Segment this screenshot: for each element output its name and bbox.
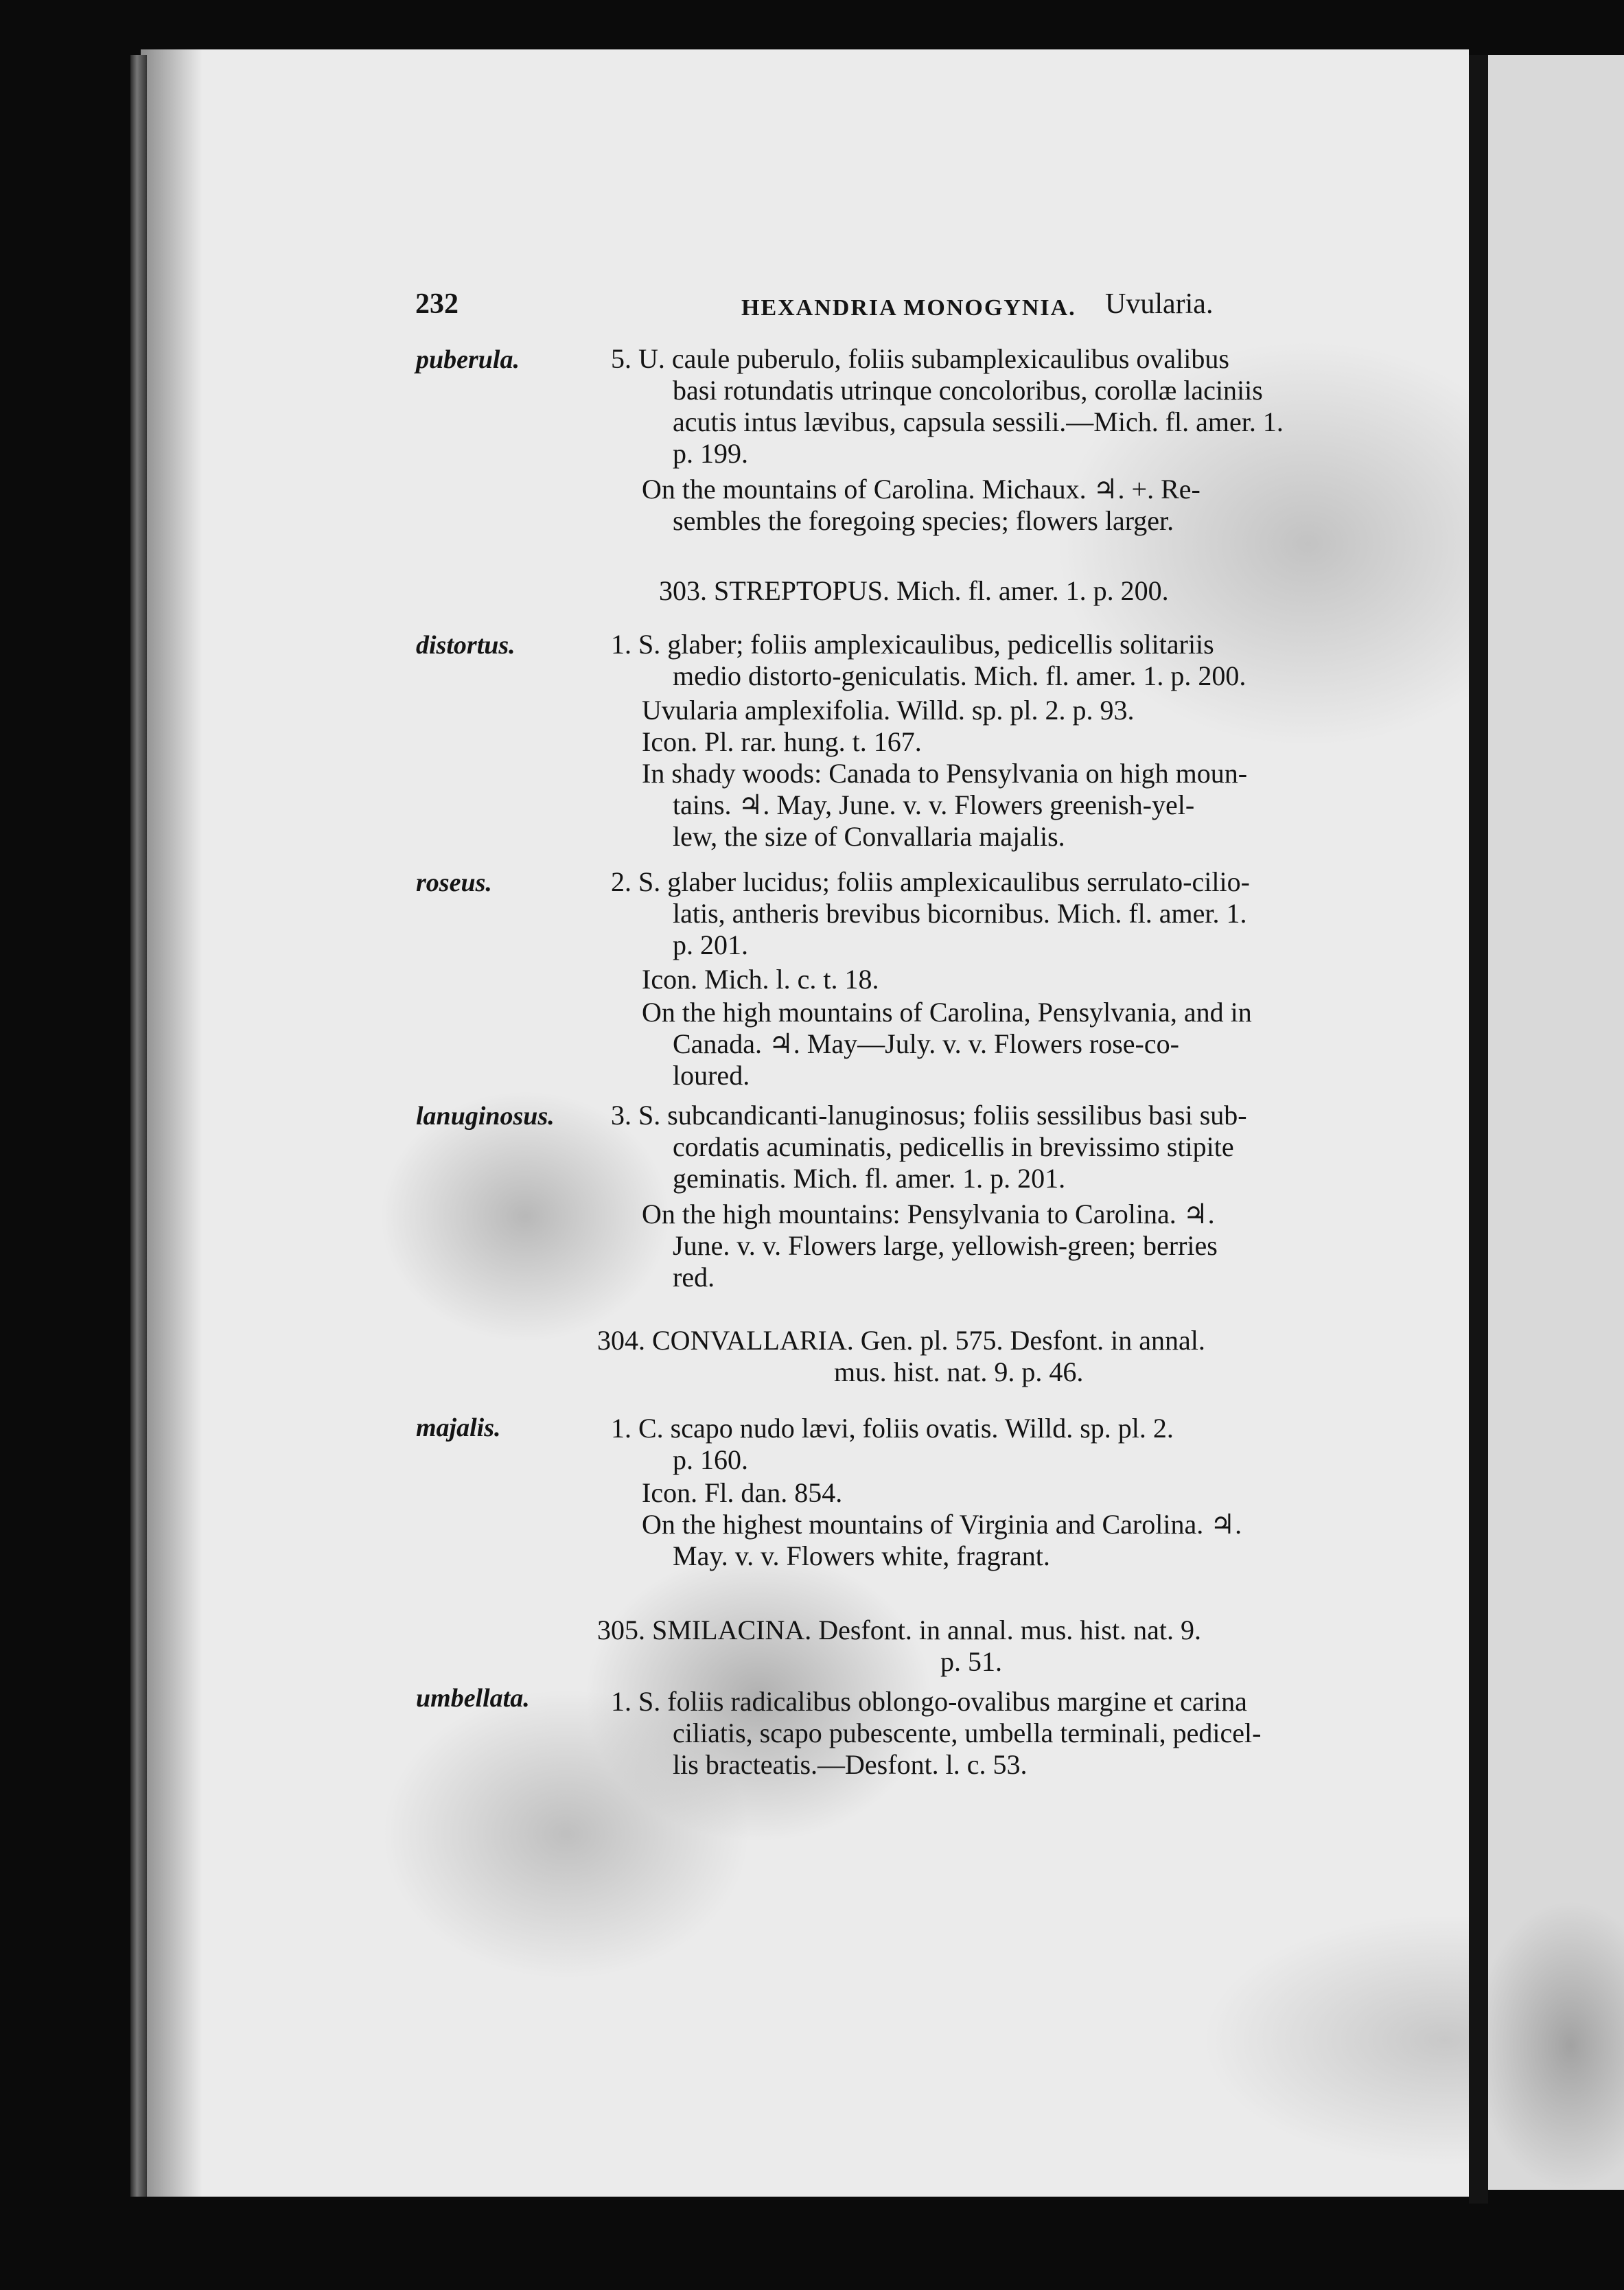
genus-heading-streptopus: 303. STREPTOPUS. Mich. fl. amer. 1. p. 200. (659, 575, 1169, 606)
text-line: p. 199. (673, 438, 748, 469)
text-line: p. 201. (673, 929, 748, 960)
margin-name-majalis: majalis. (416, 1413, 501, 1442)
margin-name-lanuginosus: lanuginosus. (416, 1102, 555, 1131)
text-line: lew, the size of Convallaria majalis. (673, 821, 1065, 852)
text-line: medio distorto-geniculatis. Mich. fl. amer. 1. p. 200. (673, 660, 1246, 691)
text-line: latis, antheris brevibus bicornibus. Mich. fl. amer. 1. (673, 898, 1247, 929)
text-line: cordatis acuminatis, pedicellis in brevissimo stipite (673, 1131, 1234, 1162)
text-line: basi rotundatis utrinque concoloribus, corollæ laciniis (673, 375, 1263, 406)
text-line: On the high mountains of Carolina, Pensylvania, and in (642, 997, 1252, 1028)
text-line: 2. S. glaber lucidus; foliis amplexicaulibus serrulato-cilio- (611, 866, 1250, 897)
margin-name-roseus: roseus. (416, 868, 492, 897)
text-line: 3. S. subcandicanti-lanuginosus; foliis sessilibus basi sub- (611, 1100, 1247, 1131)
text-line: Icon. Mich. l. c. t. 18. (642, 964, 879, 995)
text-line: tains. ♃. May, June. v. v. Flowers greenish-yel- (673, 789, 1195, 820)
text-line: ciliatis, scapo pubescente, umbella terminali, pedicel- (673, 1717, 1262, 1748)
genus-heading-convallaria-cont: mus. hist. nat. 9. p. 46. (834, 1356, 1084, 1387)
text-line: 1. S. glaber; foliis amplexicaulibus, pedicellis solitariis (611, 629, 1214, 660)
text-line: In shady woods: Canada to Pensylvania on high moun- (642, 758, 1248, 789)
text-line: Icon. Pl. rar. hung. t. 167. (642, 726, 922, 757)
text-line: 5. U. caule puberulo, foliis subamplexicaulibus ovalibus (611, 343, 1229, 374)
text-line: Uvularia amplexifolia. Willd. sp. pl. 2. p. 93. (642, 695, 1135, 726)
margin-name-umbellata: umbellata. (416, 1684, 530, 1713)
text-line: On the high mountains: Pensylvania to Carolina. ♃. (642, 1199, 1215, 1229)
running-title: HEXANDRIA MONOGYNIA. (741, 295, 1076, 321)
page-number: 232 (415, 288, 459, 320)
genus-heading-smilacina-cont: p. 51. (940, 1646, 1002, 1677)
margin-name-puberula: puberula. (416, 345, 520, 374)
text-line: sembles the foregoing species; flowers larger. (673, 505, 1174, 536)
text-line: 1. C. scapo nudo lævi, foliis ovatis. Willd. sp. pl. 2. (611, 1413, 1174, 1444)
text-line: May. v. v. Flowers white, fragrant. (673, 1540, 1050, 1571)
text-line: p. 160. (673, 1444, 748, 1475)
text-line: On the mountains of Carolina. Michaux. ♃. +. Re- (642, 474, 1200, 505)
text-line: lis bracteatis.—Desfont. l. c. 53. (673, 1749, 1028, 1780)
text-line: loured. (673, 1060, 750, 1091)
genus-heading-smilacina: 305. SMILACINA. Desfont. in annal. mus. hist. nat. 9. (597, 1615, 1201, 1645)
text-line: Icon. Fl. dan. 854. (642, 1477, 843, 1508)
text-line: On the highest mountains of Virginia and Carolina. ♃. (642, 1509, 1242, 1540)
running-genus: Uvularia. (1105, 288, 1214, 320)
text-line: red. (673, 1262, 715, 1293)
text-line: 1. S. foliis radicalibus oblongo-ovalibus margine et carina (611, 1686, 1247, 1717)
genus-heading-convallaria: 304. CONVALLARIA. Gen. pl. 575. Desfont. in annal. (597, 1325, 1205, 1356)
text-line: Canada. ♃. May—July. v. v. Flowers rose-co- (673, 1028, 1179, 1059)
text-line: geminatis. Mich. fl. amer. 1. p. 201. (673, 1163, 1066, 1194)
margin-name-distortus: distortus. (416, 631, 515, 660)
text-line: June. v. v. Flowers large, yellowish-green; berries (673, 1230, 1218, 1261)
text-line: acutis intus lævibus, capsula sessili.—Mich. fl. amer. 1. (673, 406, 1284, 437)
